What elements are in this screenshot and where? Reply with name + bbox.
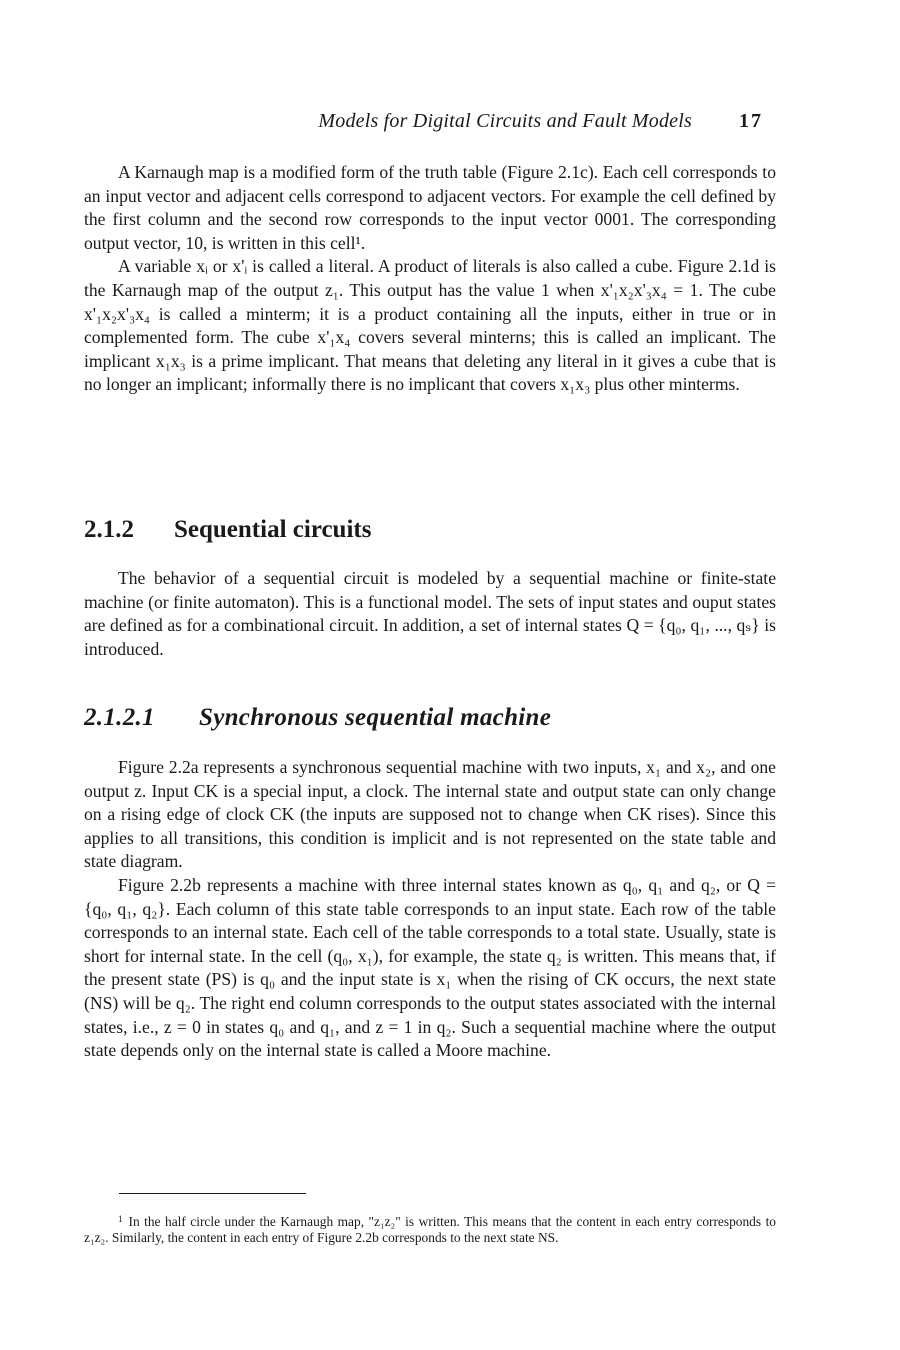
footnote [84, 1211, 776, 1246]
paragraph-sequential-machine: The behavior of a sequential circuit is modeled by a sequential machine or finite-state machine (or finite automaton). This is a functional model. The sets of input states and ouput states are defined as for a combinational circuit. In addition, a set of internal states Q = {q₀, q₁, ..., qₛ} is introduced. [84, 568, 776, 659]
paragraph-karnaugh-map: A Karnaugh map is a modified form of the truth table (Figure 2.1c). Each cell corresponds to an input vector and adjacent cells correspond to adjacent vectors. For example the cell defined by the first column and the second row corresponds to the input vector 0001. The corresponding output vector, 10, is written in this cell¹. [84, 162, 776, 253]
section-number: 2.1.2 [84, 516, 134, 543]
paragraph-moore-machine: Figure 2.2b represents a machine with three internal states known as q₀, q₁ and q₂, or Q = {q₀, q₁, q₂}. Each column of this state table corresponds to an input state. Each row of the table corresponds to an internal state. Each cell of the table corresponds to a total state. Usually, state is short for internal state. In the cell (q₀, x₁), for example, the state q₂ is written. This means that, if the present state (PS) is q₀ and the input state is x₁ when the rising of CK occurs, the next state (NS) will be q₂. The right end column corresponds to the output states associated with the internal states, i.e., z = 0 in states q₀ and q₁, and z = 1 in q₂. Such a sequential machine where the output state depends only on the internal state is called a Moore machine. [84, 874, 776, 1061]
text-block-2 [84, 567, 776, 661]
subsection-heading [84, 704, 551, 732]
section-heading [84, 516, 371, 544]
subsection-title: Synchronous sequential machine [199, 704, 552, 731]
footnote-text: In the half circle under the Karnaugh map, "z₁z₂" is written. This means that the content in each entry corresponds to z₁z₂. Similarly, the content in each entry of Figure 2.2b corresponds to the next state NS. [84, 1214, 776, 1245]
paragraph-literals: A variable xᵢ or x'ᵢ is called a literal. A product of literals is also called a cube. Figure 2.1d is the Karnaugh map of the output z₁. This output has the value 1 when x'₁x₂x'₃x₄ = 1. The cube x'₁x₂x'₃x₄ is called a minterm; it is a product containing all the inputs, either in true or in complemented form. The cube x'₁x₄ covers several minterns; this is called an implicant. The implicant x₁x₃ is a prime implicant. That means that deleting any literal in it gives a cube that is no longer an implicant; informally there is no implicant that covers x₁x₃ plus other minterms. [84, 256, 776, 395]
page-number: 17 [739, 110, 763, 132]
subsection-number: 2.1.2.1 [84, 704, 155, 731]
footnote-rule [119, 1193, 306, 1194]
text-block-3 [84, 756, 776, 1063]
running-header [0, 110, 900, 138]
text-block-1 [84, 161, 776, 397]
running-title: Models for Digital Circuits and Fault Models [318, 110, 692, 132]
footnote-marker: 1 [118, 1214, 123, 1224]
section-title: Sequential circuits [174, 516, 372, 543]
paragraph-synchronous-machine: Figure 2.2a represents a synchronous sequential machine with two inputs, x₁ and x₂, and one output z. Input CK is a special input, a clock. The internal state and output state can only change on a rising edge of clock CK (the inputs are supposed not to change when CK rises). Since this applies to all transitions, this condition is implicit and is not represented on the state table and state diagram. [84, 757, 776, 872]
